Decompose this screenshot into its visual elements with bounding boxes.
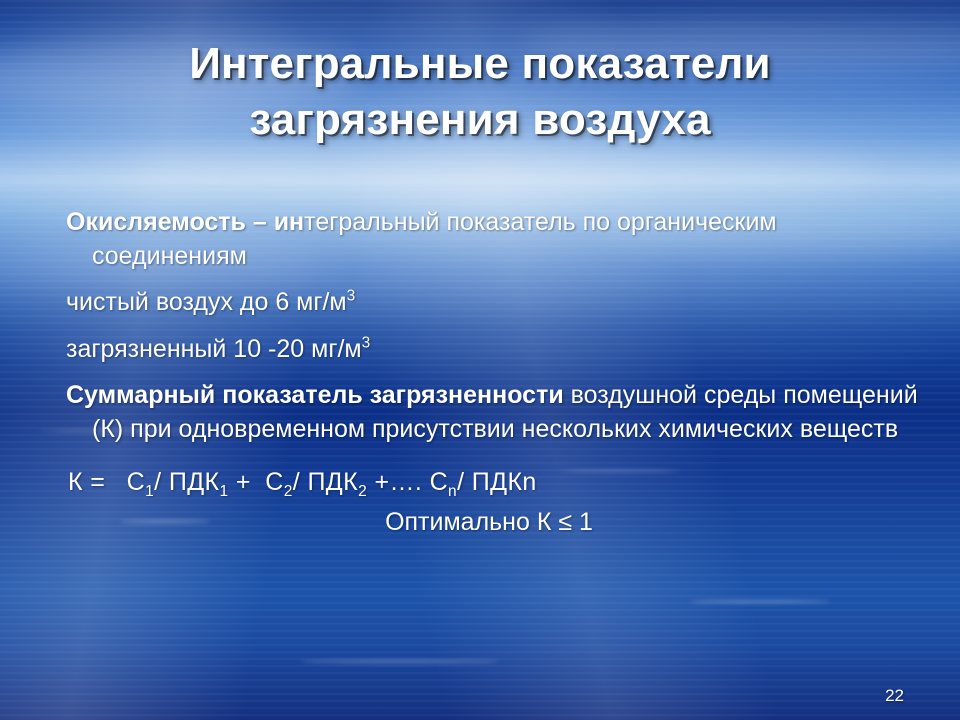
slide-body: [58, 206, 920, 552]
paragraph-total-index-term: Суммарный показатель загрязненности: [66, 381, 564, 409]
page-number: 22: [885, 686, 904, 705]
formula-plus-1: +: [228, 468, 259, 496]
paragraph-total-index-text: воздушной среды помещений (К) при одновременном присутствии нескольких химических веществ: [92, 381, 918, 443]
formula-k: К =: [68, 468, 113, 496]
water-glint: [690, 600, 830, 603]
slide-title-line-1: Интегральные показатели: [189, 39, 771, 88]
paragraph-clean-air: [58, 286, 920, 320]
clean-air-exponent: 3: [346, 287, 356, 305]
water-glint: [300, 660, 500, 663]
formula-c2-sub: 2: [283, 483, 293, 500]
formula-cn: С: [429, 468, 449, 496]
formula-pdk1-sub: 1: [219, 483, 229, 500]
formula-pdkn: / ПДКn: [457, 468, 537, 496]
formula-c2: С: [265, 468, 284, 496]
formula-plus-2: +….: [367, 468, 430, 496]
formula-pdk2: / ПДК: [292, 468, 359, 496]
formula-c1: С: [126, 468, 146, 496]
cloud-decoration: [120, 150, 880, 200]
paragraph-oxidizability: [58, 206, 920, 273]
formula-line: [58, 466, 920, 500]
paragraph-oxidizability-text: тегральный показатель по органическим соединениям: [92, 208, 777, 270]
slide-title-line-2: загрязнения воздуха: [249, 95, 711, 145]
clean-air-text: чистый воздух до 6 мг/м: [66, 288, 347, 316]
formula-pdk2-sub: 2: [358, 483, 368, 500]
paragraph-polluted-air: [58, 333, 920, 367]
optimal-value-note: Оптимально К ≤ 1: [385, 507, 593, 536]
paragraph-oxidizability-term: Окисляемость – ин: [66, 208, 305, 236]
polluted-air-text: загрязненный 10 -20 мг/м: [66, 334, 362, 363]
polluted-air-exponent: 3: [361, 334, 371, 352]
formula-c1-sub: 1: [145, 483, 155, 500]
paragraph-total-index: [58, 379, 920, 446]
formula-pdk1: / ПДК: [154, 468, 220, 496]
formula-cn-sub: n: [448, 483, 458, 500]
slide-title: [0, 36, 960, 149]
